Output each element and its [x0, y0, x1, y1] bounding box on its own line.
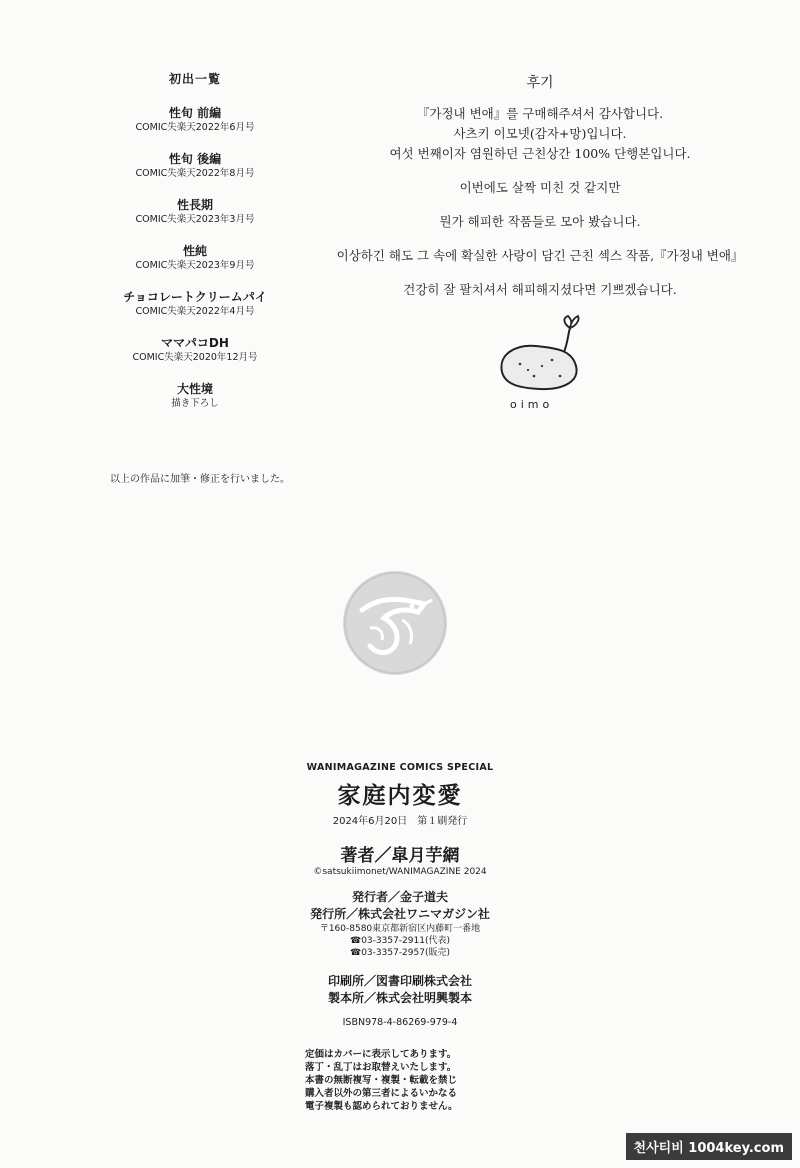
afterword-line: 건강히 잘 팔치셔서 해피해지셨다면 기쁘겠습니다. — [403, 282, 677, 297]
credit-item — [100, 151, 290, 181]
credit-title: ママパコDH — [161, 336, 229, 350]
credit-source: COMIC失楽天2022年4月号 — [135, 306, 255, 317]
afterword-line: 이번에도 살짝 미친 것 같지만 — [459, 180, 621, 195]
afterword-line: 『가정내 변애』를 구매해주셔서 감사합니다. — [416, 106, 664, 121]
publisher-address: 〒160-8580東京都新宿区内藤町一番地 — [319, 924, 481, 934]
printer: 印刷所／図書印刷株式会社 — [327, 974, 472, 988]
author: 著者／皐月芋網 — [340, 846, 460, 866]
phone-sales: ☎03-3357-2957(販売) — [350, 948, 450, 958]
credit-title: 性長期 — [176, 198, 213, 212]
publisher: 発行所／株式会社ワニマガジン社 — [310, 907, 490, 921]
credit-item — [100, 335, 290, 365]
credit-title: 性旬 後編 — [168, 152, 222, 166]
potato-sprout-illustration — [490, 310, 600, 395]
publication-date: 2024年6月20日 第１刷発行 — [332, 816, 468, 827]
signature: oimo — [510, 398, 554, 411]
credit-title: 性旬 前編 — [168, 106, 222, 120]
notice-line: 落丁・乱丁はお取替えいたします。 — [305, 1062, 457, 1073]
credit-source: COMIC失楽天2023年3月号 — [135, 214, 255, 225]
credit-source: COMIC失楽天2022年6月号 — [135, 122, 255, 133]
credit-item — [100, 105, 290, 135]
notice-line: 定価はカバーに表示してあります。 — [305, 1049, 457, 1060]
credit-title: 性純 — [182, 244, 207, 258]
isbn: ISBN978-4-86269-979-4 — [342, 1017, 458, 1028]
legal-notice — [305, 1048, 458, 1113]
book-title: 家庭内変愛 — [337, 782, 463, 809]
credit-item — [100, 243, 290, 273]
credit-source: COMIC失楽天2023年9月号 — [135, 260, 255, 271]
credits-heading: 初出一覧 — [168, 72, 221, 86]
publisher-person: 発行者／金子道夫 — [351, 890, 448, 904]
notice-line: 電子複製も認められておりません。 — [305, 1101, 458, 1112]
first-appearance-list — [100, 70, 290, 427]
binder: 製本所／株式会社明興製本 — [327, 991, 472, 1005]
publisher-emblem — [340, 568, 450, 678]
copyright: ©satsukiimonet/WANIMAGAZINE 2024 — [313, 867, 487, 877]
afterword-line: 사츠키 이모넷(감자+망)입니다. — [453, 126, 627, 141]
site-watermark: 천사티비 1004key.com — [626, 1133, 792, 1160]
afterword — [300, 72, 780, 300]
afterword-title: 후기 — [526, 75, 554, 91]
credit-item — [100, 289, 290, 319]
colophon — [270, 762, 530, 1028]
phone-main: ☎03-3357-2911(代表) — [350, 936, 450, 946]
credit-item — [100, 381, 290, 411]
credit-item — [100, 197, 290, 227]
series-name: WANIMAGAZINE COMICS SPECIAL — [306, 762, 494, 773]
credit-source: 描き下ろし — [171, 398, 219, 409]
afterword-line: 뭔가 해피한 작품들로 모아 봤습니다. — [439, 214, 641, 229]
afterword-line: 이상하긴 해도 그 속에 확실한 사랑이 담긴 근친 섹스 작품,『가정내 변애』 — [336, 248, 744, 263]
credits-note: 以上の作品に加筆・修正を行いました。 — [110, 474, 290, 485]
notice-line: 本書の無断複写・複製・転載を禁じ — [305, 1075, 458, 1086]
credit-title: チョコレートクリームパイ — [123, 290, 267, 304]
afterword-line: 여섯 번째이자 염원하던 근친상간 100% 단행본입니다. — [389, 146, 691, 161]
credit-source: COMIC失楽天2022年8月号 — [135, 168, 255, 179]
credit-title: 大性境 — [176, 382, 213, 396]
credit-source: COMIC失楽天2020年12月号 — [132, 352, 258, 363]
notice-line: 購入者以外の第三者によるいかなる — [305, 1088, 458, 1099]
